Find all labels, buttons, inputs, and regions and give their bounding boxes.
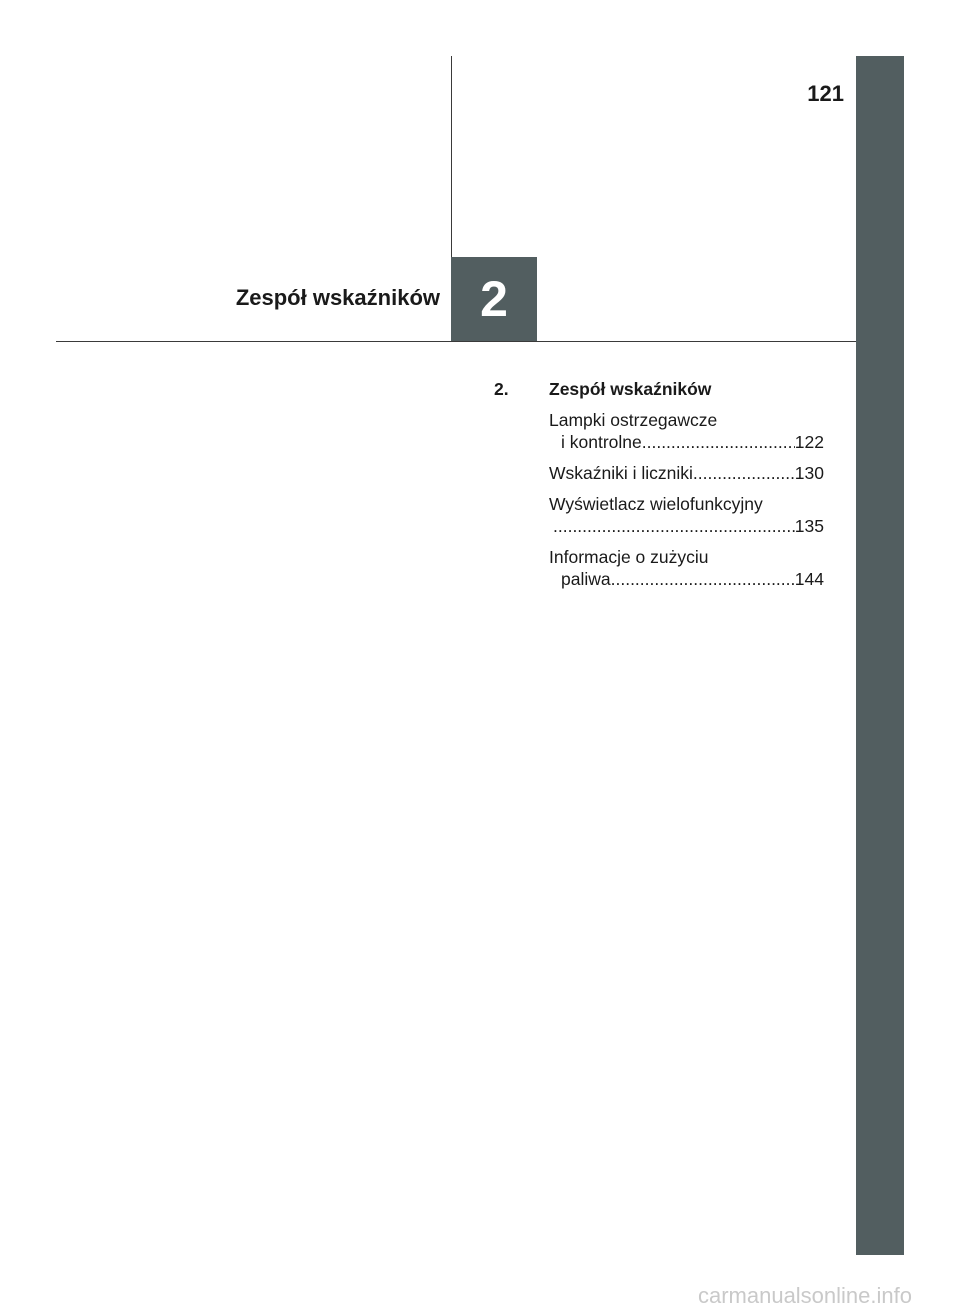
toc-entry-title-cont: i kontrolne: [561, 432, 642, 452]
toc-entry-warning-lights[interactable]: [549, 409, 824, 453]
dot-leader: [693, 462, 795, 484]
dot-leader: [611, 568, 795, 590]
footer-watermark: carmanualsonline.info: [697, 1283, 912, 1308]
dot-leader: [553, 515, 795, 537]
table-of-contents: [494, 378, 824, 590]
toc-entry-title: Lampki ostrzegawcze: [549, 410, 718, 430]
toc-entry-title: Wskaźniki i liczniki: [549, 463, 693, 483]
toc-section-number: 2.: [494, 379, 509, 399]
toc-entry-title: Informacje o zużyciu: [549, 547, 709, 567]
toc-entry-page: 144: [794, 569, 824, 589]
toc-entry-multi-information-display[interactable]: [549, 493, 824, 537]
toc-entry-title-cont: paliwa: [561, 569, 611, 589]
chapter-number-block: 2: [451, 257, 537, 341]
divider-horizontal: [56, 341, 856, 342]
side-thumb-tab: [856, 56, 904, 1255]
toc-section-heading: [494, 378, 824, 400]
toc-entry-page: 130: [794, 463, 824, 483]
toc-section-title: Zespół wskaźników: [549, 379, 712, 399]
dot-leader: [642, 431, 795, 453]
page-number: 121: [807, 81, 844, 106]
toc-entry-page: 135: [794, 516, 824, 536]
toc-entry-fuel-consumption[interactable]: [549, 546, 824, 590]
toc-entry-title: Wyświetlacz wielofunkcyjny: [549, 494, 763, 514]
toc-entry-page: 122: [794, 432, 824, 452]
divider-vertical: [451, 56, 452, 257]
chapter-title: Zespół wskaźników: [235, 285, 440, 310]
toc-entry-gauges-meters[interactable]: [549, 462, 824, 484]
